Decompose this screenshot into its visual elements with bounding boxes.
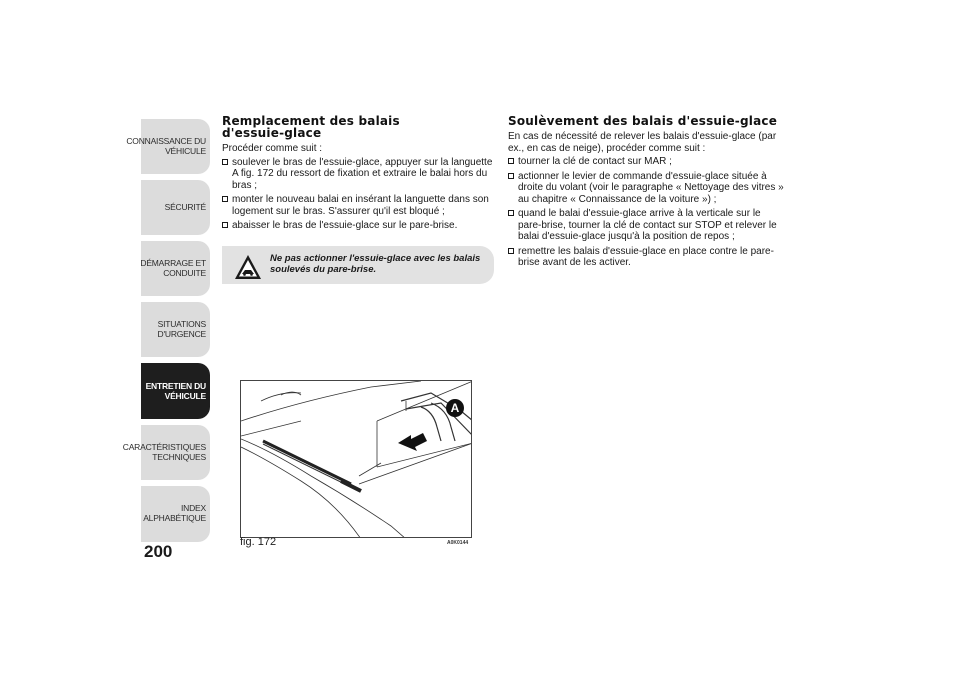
tab-entretien-du-vehicule[interactable] bbox=[141, 363, 210, 419]
list-item: soulever le bras de l'essuie-glace, appuyer sur la languette A fig. 172 du ressort de fixation et extraire le balai hors du bras ; bbox=[222, 157, 494, 192]
right-column bbox=[508, 115, 786, 272]
page-number: 200 bbox=[144, 542, 173, 561]
tab-label-line: CARACTÉRISTIQUES bbox=[122, 442, 206, 452]
section-heading-remplacement bbox=[222, 115, 494, 139]
warning-triangle-icon bbox=[234, 254, 262, 280]
tab-label-line: SITUATIONS bbox=[157, 319, 206, 329]
list-item: monter le nouveau balai en insérant la languette dans son logement sur le bras. S'assurer qu'il est bloqué ; bbox=[222, 194, 494, 217]
tab-label-line: ALPHABÉTIQUE bbox=[143, 513, 206, 523]
tab-label-line: VÉHICULE bbox=[164, 391, 206, 401]
tab-situations-d-urgence[interactable] bbox=[141, 302, 210, 357]
tab-demarrage-et-conduite[interactable] bbox=[141, 241, 210, 296]
tab-label-line: INDEX bbox=[181, 503, 206, 513]
tab-caracteristiques-techniques[interactable] bbox=[122, 425, 210, 480]
callout-label: A bbox=[450, 401, 460, 415]
tab-label-line: SÉCURITÉ bbox=[164, 202, 206, 212]
tab-label-line: CONDUITE bbox=[163, 268, 206, 278]
intro-text: En cas de nécessité de relever les balais d'essuie-glace (par ex., en cas de neige), procéder comme suit : bbox=[508, 131, 777, 154]
tab-securite[interactable] bbox=[141, 180, 210, 235]
tab-label-line: D'URGENCE bbox=[157, 329, 206, 339]
heading-line: Remplacement des balais bbox=[222, 114, 400, 128]
left-column bbox=[222, 115, 494, 235]
tab-label-line: TECHNIQUES bbox=[152, 452, 206, 462]
tab-index-alphabetique[interactable] bbox=[141, 486, 210, 542]
warning-text: Ne pas actionner l'essuie-glace avec les balais soulevés du pare-brise. bbox=[270, 253, 481, 275]
warning-box bbox=[222, 246, 494, 284]
list-item: abaisser le bras de l'essuie-glace sur le pare-brise. bbox=[222, 220, 494, 232]
figure-caption: fig. 172 bbox=[240, 536, 277, 548]
tab-label-line: CONNAISSANCE DU bbox=[126, 136, 206, 146]
procedure-list bbox=[222, 157, 494, 232]
intro-text: Procéder comme suit : bbox=[222, 143, 323, 154]
section-heading-soulevement: Soulèvement des balais d'essuie-glace bbox=[508, 114, 778, 128]
list-item: tourner la clé de contact sur MAR ; bbox=[508, 156, 786, 168]
heading-line: d'essuie-glace bbox=[222, 126, 322, 140]
list-item: actionner le levier de commande d'essuie-glace située à droite du volant (voir le paragraphe « Nettoyage des vitres » au chapitre « Connaissance de la voiture ») ; bbox=[508, 171, 786, 206]
tab-label-line: VÉHICULE bbox=[165, 146, 206, 156]
figure-wiper-blade bbox=[240, 380, 472, 538]
procedure-list bbox=[508, 156, 786, 269]
list-item: remettre les balais d'essuie-glace en place contre le pare-brise avant de les activer. bbox=[508, 246, 786, 269]
figure-code: A0K0144 bbox=[447, 540, 469, 546]
tab-connaissance-du-vehicule[interactable] bbox=[126, 119, 210, 174]
wiper-illustration bbox=[241, 381, 472, 538]
list-item: quand le balai d'essuie-glace arrive à la verticale sur le pare-brise, tourner la clé de contact sur STOP et relever le balai d'essuie-glace jusqu'à la position de repos ; bbox=[508, 208, 786, 243]
tab-label-line: ENTRETIEN DU bbox=[145, 381, 206, 391]
tab-label-line: DÉMARRAGE ET bbox=[140, 258, 206, 268]
